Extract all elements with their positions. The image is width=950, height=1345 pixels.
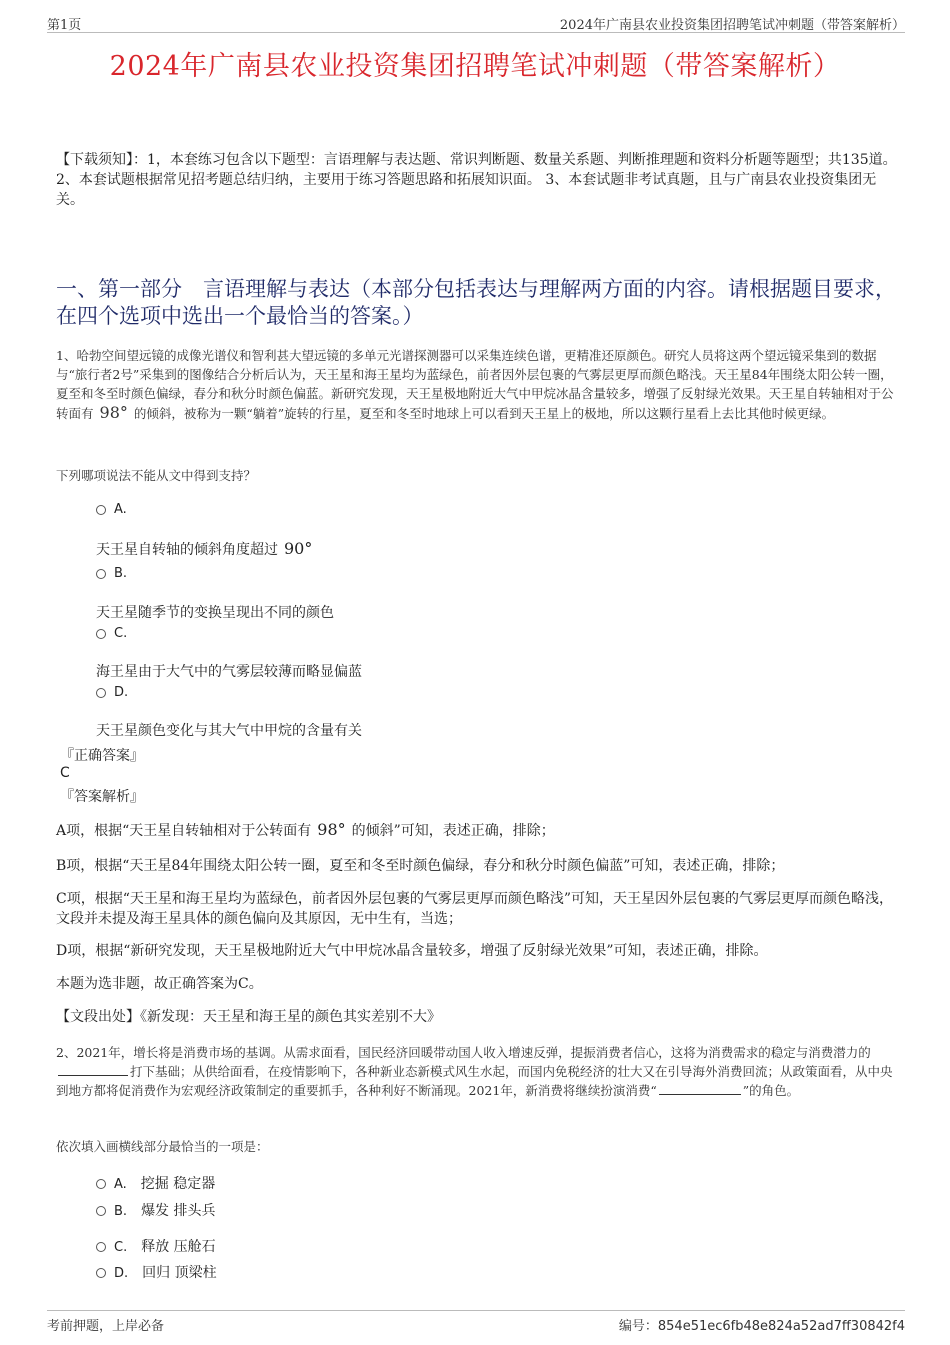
radio-icon[interactable] (96, 1268, 106, 1278)
degree-value: 98° (99, 403, 128, 422)
q2-passage: 2、2021年，增长将是消费市场的基调。从需求面看，国民经济回暖带动国人收入增速反弹，提振消费者信心，这将为消费需求的稳定与消费潜力的打下基础；从供给面看，在疫情影响下，各种新业态新模式风生水起，而国内免税经济的壮大又在引导海外消费回流；从政策面看，从中央到地方都将促消费作为宏观经济政策制定的重要抓手，各种利好不断涌现。2021年，新消费将继续扮演消费“ ”的角色。 (56, 1045, 893, 1098)
section-heading: 一、第一部分 言语理解与表达（本部分包括表达与理解两方面的内容。请根据题目要求，在四个选项中选出一个最恰当的答案。） (56, 277, 896, 328)
q2-question: 依次填入画横线部分最恰当的一项是： (56, 1139, 269, 1154)
radio-icon[interactable] (96, 1242, 106, 1252)
analysis-a: A项，根据“天王星自转轴相对于公转面有 98° 的倾斜”可知，表述正确，排除； (56, 820, 555, 839)
q1-question: 下列哪项说法不能从文中得到支持？ (56, 468, 257, 483)
q1-passage: 1、哈勃空间望远镜的成像光谱仪和智利甚大望远镜的多单元光谱探测器可以采集连续色谱，更精准还原颜色。研究人员将这两个望远镜采集到的数据与“旅行者2号”采集到的图像结合分析后认为，天王星和海王星均为蓝绿色，前者因外层包裹的气雾层更厚而颜色略浅。天王星84年围绕太阳公转一圈，夏至和冬至时颜色偏绿，春分和秋分时颜色偏蓝。新研究发现，天王星极地附近大气中甲烷冰晶含量较多，增强了反射绿光效果。天王星自转轴相对于公转面有 98° 的倾斜，被称为一颗“躺着”旋转的行星，夏至和冬至时地球上可以看到天王星上的极地，所以这颗行星看上去比其他时候更绿。 (56, 348, 894, 422)
answer-label: 『正确答案』 (60, 748, 144, 764)
analysis-conclusion: 本题为选非题，故正确答案为C。 (56, 976, 263, 992)
download-notice: 【下载须知】：1，本套练习包含以下题型：言语理解与表达题、常识判断题、数量关系题、判断推理题和资料分析题等题型；共135道。 2、本套试题根据常见招考题总结归纳，主要用于练习答题思路和拓展知识面。 3、本套试题非考试真题，且与广南县农业投资集团无关。 (56, 152, 897, 208)
radio-icon[interactable] (96, 688, 106, 698)
q2-option-d[interactable]: D. 回归 顶梁柱 (96, 1262, 217, 1282)
radio-icon[interactable] (96, 1206, 106, 1216)
radio-icon[interactable] (96, 569, 106, 579)
analysis-label: 『答案解析』 (60, 789, 144, 805)
page-header (47, 14, 905, 33)
q1-option-c[interactable]: C. (96, 626, 127, 641)
q2-option-c[interactable]: C. 释放 压舱石 (96, 1236, 216, 1256)
radio-icon[interactable] (96, 505, 106, 515)
q2-option-b[interactable]: B. 爆发 排头兵 (96, 1200, 216, 1220)
footer-code: 编号：854e51ec6fb48e824a52ad7ff30842f4 (618, 1319, 905, 1334)
q1-option-b[interactable]: B. (96, 566, 127, 581)
document-title: 2024年广南县农业投资集团招聘笔试冲刺题（带答案解析） (109, 51, 841, 82)
answer-value: C (60, 765, 70, 781)
footer-slogan: 考前押题，上岸必备 (47, 1319, 165, 1334)
analysis-b: B项，根据“天王星84年围绕太阳公转一圈，夏至和冬至时颜色偏绿，春分和秋分时颜色偏蓝”可知，表述正确，排除； (56, 858, 785, 874)
q1-option-d-text: 天王星颜色变化与其大气中甲烷的含量有关 (96, 723, 362, 739)
page-footer (47, 1310, 905, 1334)
q1-option-d[interactable]: D. (96, 685, 128, 700)
analysis-d: D项，根据“新研究发现，天王星极地附近大气中甲烷冰晶含量较多，增强了反射绿光效果”可知，表述正确，排除。 (56, 943, 768, 959)
radio-icon[interactable] (96, 1179, 106, 1189)
q2-option-a[interactable]: A. 挖掘 稳定器 (96, 1173, 215, 1193)
page-number: 第1页 (47, 18, 82, 33)
q1-option-b-text: 天王星随季节的变换呈现出不同的颜色 (96, 605, 334, 621)
analysis-c: C项，根据“天王星和海王星均为蓝绿色，前者因外层包裹的气雾层更厚而颜色略浅”可知，天王星因外层包裹的气雾层更厚而颜色略浅，文段并未提及海王星具体的颜色偏向及其原因，无中生有，当选； (56, 891, 894, 927)
passage-source: 【文段出处】《新发现：天王星和海王星的颜色其实差别不大》 (56, 1009, 441, 1025)
fill-blank-1 (58, 1063, 128, 1076)
header-doc-title: 2024年广南县农业投资集团招聘笔试冲刺题（带答案解析） (559, 18, 905, 33)
q1-option-a[interactable]: A. (96, 502, 127, 517)
fill-blank-2 (659, 1082, 741, 1095)
q1-option-c-text: 海王星由于大气中的气雾层较薄而略显偏蓝 (96, 664, 362, 680)
radio-icon[interactable] (96, 629, 106, 639)
q1-option-a-text: 天王星自转轴的倾斜角度超过 90° (96, 539, 313, 558)
